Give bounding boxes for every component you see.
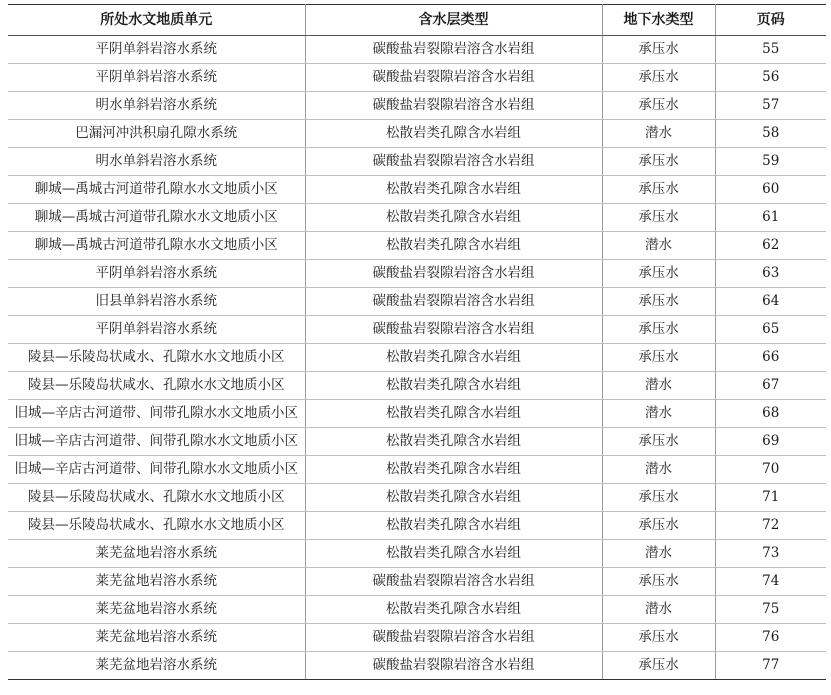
cell-aquifer-type: 松散岩类孔隙含水岩组: [305, 372, 602, 400]
cell-groundwater-type: 承压水: [602, 288, 715, 316]
cell-page-number: 56: [715, 64, 826, 92]
cell-hydro-unit: 莱芜盆地岩溶水系统: [8, 652, 305, 680]
table-body: [8, 36, 826, 680]
cell-groundwater-type: 承压水: [602, 428, 715, 456]
cell-aquifer-type: 松散岩类孔隙含水岩组: [305, 400, 602, 428]
cell-groundwater-type: 承压水: [602, 148, 715, 176]
cell-page-number: 60: [715, 176, 826, 204]
cell-hydro-unit: 平阴单斜岩溶水系统: [8, 36, 305, 64]
cell-aquifer-type: 碳酸盐岩裂隙岩溶含水岩组: [305, 36, 602, 64]
cell-hydro-unit: 平阴单斜岩溶水系统: [8, 64, 305, 92]
cell-aquifer-type: 松散岩类孔隙含水岩组: [305, 484, 602, 512]
cell-groundwater-type: 承压水: [602, 260, 715, 288]
cell-aquifer-type: 碳酸盐岩裂隙岩溶含水岩组: [305, 316, 602, 344]
cell-groundwater-type: 承压水: [602, 316, 715, 344]
cell-hydro-unit: 旧城—辛店古河道带、间带孔隙水水文地质小区: [8, 456, 305, 484]
header-hydro-unit: 所处水文地质单元: [8, 5, 305, 36]
table-row: [8, 176, 826, 204]
cell-page-number: 57: [715, 92, 826, 120]
cell-groundwater-type: 承压水: [602, 512, 715, 540]
cell-hydro-unit: 莱芜盆地岩溶水系统: [8, 624, 305, 652]
cell-aquifer-type: 碳酸盐岩裂隙岩溶含水岩组: [305, 288, 602, 316]
cell-groundwater-type: 潜水: [602, 232, 715, 260]
cell-page-number: 55: [715, 36, 826, 64]
cell-aquifer-type: 松散岩类孔隙含水岩组: [305, 120, 602, 148]
table-row: [8, 652, 826, 680]
cell-hydro-unit: 巴漏河冲洪积扇孔隙水系统: [8, 120, 305, 148]
header-row: [8, 5, 826, 36]
cell-hydro-unit: 聊城—禹城古河道带孔隙水水文地质小区: [8, 204, 305, 232]
cell-page-number: 62: [715, 232, 826, 260]
cell-hydro-unit: 莱芜盆地岩溶水系统: [8, 540, 305, 568]
cell-page-number: 67: [715, 372, 826, 400]
cell-aquifer-type: 碳酸盐岩裂隙岩溶含水岩组: [305, 64, 602, 92]
cell-groundwater-type: 承压水: [602, 624, 715, 652]
cell-page-number: 70: [715, 456, 826, 484]
cell-page-number: 64: [715, 288, 826, 316]
table-row: [8, 372, 826, 400]
table-header: [8, 5, 826, 36]
cell-aquifer-type: 碳酸盐岩裂隙岩溶含水岩组: [305, 568, 602, 596]
header-groundwater-type: 地下水类型: [602, 5, 715, 36]
groundwater-table: [8, 4, 826, 680]
table-row: [8, 512, 826, 540]
cell-page-number: 73: [715, 540, 826, 568]
table-row: [8, 288, 826, 316]
cell-groundwater-type: 潜水: [602, 540, 715, 568]
cell-page-number: 69: [715, 428, 826, 456]
cell-aquifer-type: 碳酸盐岩裂隙岩溶含水岩组: [305, 148, 602, 176]
cell-groundwater-type: 承压水: [602, 344, 715, 372]
cell-hydro-unit: 明水单斜岩溶水系统: [8, 92, 305, 120]
cell-groundwater-type: 承压水: [602, 36, 715, 64]
cell-groundwater-type: 潜水: [602, 120, 715, 148]
cell-hydro-unit: 陵县—乐陵岛状咸水、孔隙水水文地质小区: [8, 484, 305, 512]
cell-hydro-unit: 明水单斜岩溶水系统: [8, 148, 305, 176]
cell-page-number: 61: [715, 204, 826, 232]
cell-page-number: 68: [715, 400, 826, 428]
cell-aquifer-type: 碳酸盐岩裂隙岩溶含水岩组: [305, 652, 602, 680]
cell-aquifer-type: 松散岩类孔隙含水岩组: [305, 232, 602, 260]
table-row: [8, 148, 826, 176]
table-row: [8, 344, 826, 372]
cell-page-number: 76: [715, 624, 826, 652]
cell-hydro-unit: 旧城—辛店古河道带、间带孔隙水水文地质小区: [8, 400, 305, 428]
table-row: [8, 596, 826, 624]
cell-hydro-unit: 聊城—禹城古河道带孔隙水水文地质小区: [8, 176, 305, 204]
cell-groundwater-type: 潜水: [602, 372, 715, 400]
cell-groundwater-type: 承压水: [602, 64, 715, 92]
cell-aquifer-type: 松散岩类孔隙含水岩组: [305, 176, 602, 204]
cell-aquifer-type: 碳酸盐岩裂隙岩溶含水岩组: [305, 624, 602, 652]
cell-aquifer-type: 松散岩类孔隙含水岩组: [305, 540, 602, 568]
cell-page-number: 58: [715, 120, 826, 148]
cell-page-number: 71: [715, 484, 826, 512]
cell-groundwater-type: 潜水: [602, 596, 715, 624]
cell-groundwater-type: 潜水: [602, 400, 715, 428]
table-row: [8, 428, 826, 456]
header-aquifer-type: 含水层类型: [305, 5, 602, 36]
cell-hydro-unit: 平阴单斜岩溶水系统: [8, 316, 305, 344]
table-row: [8, 64, 826, 92]
cell-hydro-unit: 陵县—乐陵岛状咸水、孔隙水水文地质小区: [8, 512, 305, 540]
cell-aquifer-type: 碳酸盐岩裂隙岩溶含水岩组: [305, 260, 602, 288]
cell-groundwater-type: 潜水: [602, 456, 715, 484]
cell-groundwater-type: 承压水: [602, 484, 715, 512]
cell-aquifer-type: 碳酸盐岩裂隙岩溶含水岩组: [305, 92, 602, 120]
cell-groundwater-type: 承压水: [602, 204, 715, 232]
cell-hydro-unit: 陵县—乐陵岛状咸水、孔隙水水文地质小区: [8, 344, 305, 372]
table-row: [8, 204, 826, 232]
cell-aquifer-type: 松散岩类孔隙含水岩组: [305, 596, 602, 624]
cell-aquifer-type: 松散岩类孔隙含水岩组: [305, 456, 602, 484]
cell-hydro-unit: 莱芜盆地岩溶水系统: [8, 568, 305, 596]
cell-groundwater-type: 承压水: [602, 568, 715, 596]
table-row: [8, 316, 826, 344]
table-row: [8, 456, 826, 484]
cell-hydro-unit: 平阴单斜岩溶水系统: [8, 260, 305, 288]
cell-aquifer-type: 松散岩类孔隙含水岩组: [305, 344, 602, 372]
header-page-number: 页码: [715, 5, 826, 36]
table-row: [8, 400, 826, 428]
cell-hydro-unit: 陵县—乐陵岛状咸水、孔隙水水文地质小区: [8, 372, 305, 400]
table-row: [8, 484, 826, 512]
cell-page-number: 74: [715, 568, 826, 596]
cell-aquifer-type: 松散岩类孔隙含水岩组: [305, 512, 602, 540]
cell-page-number: 59: [715, 148, 826, 176]
cell-groundwater-type: 承压水: [602, 652, 715, 680]
table-row: [8, 120, 826, 148]
cell-page-number: 72: [715, 512, 826, 540]
table-row: [8, 260, 826, 288]
cell-page-number: 77: [715, 652, 826, 680]
cell-aquifer-type: 松散岩类孔隙含水岩组: [305, 204, 602, 232]
cell-aquifer-type: 松散岩类孔隙含水岩组: [305, 428, 602, 456]
cell-hydro-unit: 旧城—辛店古河道带、间带孔隙水水文地质小区: [8, 428, 305, 456]
table-row: [8, 36, 826, 64]
cell-page-number: 65: [715, 316, 826, 344]
cell-hydro-unit: 旧县单斜岩溶水系统: [8, 288, 305, 316]
cell-page-number: 63: [715, 260, 826, 288]
table-row: [8, 624, 826, 652]
cell-hydro-unit: 莱芜盆地岩溶水系统: [8, 596, 305, 624]
cell-hydro-unit: 聊城—禹城古河道带孔隙水水文地质小区: [8, 232, 305, 260]
cell-groundwater-type: 承压水: [602, 176, 715, 204]
table-row: [8, 568, 826, 596]
cell-groundwater-type: 承压水: [602, 92, 715, 120]
table-row: [8, 232, 826, 260]
cell-page-number: 75: [715, 596, 826, 624]
table-row: [8, 92, 826, 120]
table-row: [8, 540, 826, 568]
cell-page-number: 66: [715, 344, 826, 372]
